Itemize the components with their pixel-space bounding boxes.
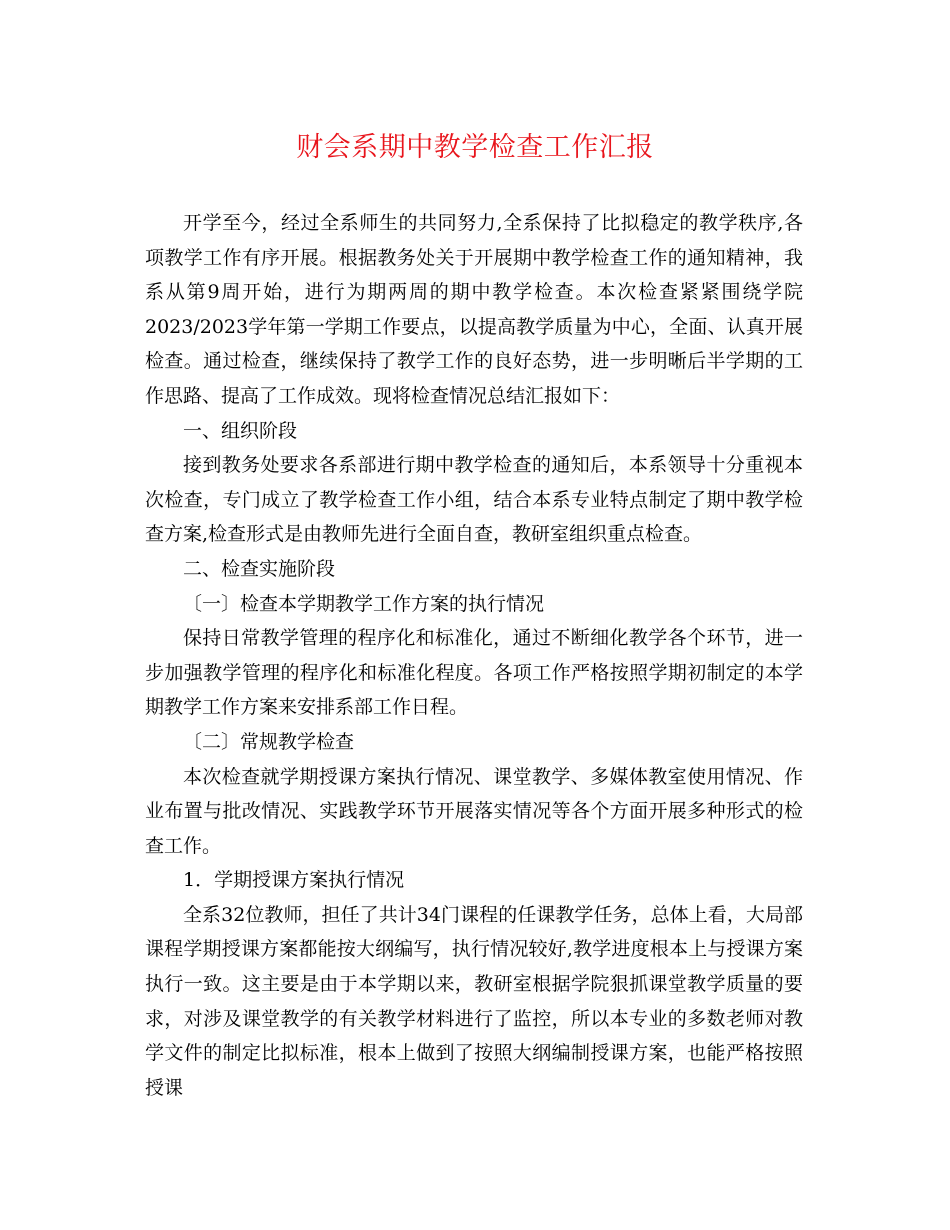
- item-heading-schedule: 1．学期授课方案执行情况: [183, 869, 405, 892]
- paragraph-schedule: 全系32位教师，担任了共计34门课程的任课教学任务，总体上看，大局部课程学期授课方案都能按大纲编写，执行情况较好,教学进度根本上与授课方案执行一致。这主要是由于本学期以来，教研室根据学院狠抓课堂教学质量的要求，对涉及课堂教学的有关教学材料进行了监控，所以本专业的多数老师对教学文件的制定比拟标准，根本上做到了按照大纲编制授课方案，也能严格按照授课: [145, 903, 803, 1099]
- subsection-heading-routine: 〔二〕常规教学检查: [183, 730, 355, 753]
- paragraph-plan: 保持日常教学管理的程序化和标准化，通过不断细化教学各个环节，进一步加强教学管理的程序化和标准化程度。各项工作严格按照学期初制定的本学期教学工作方案来安排系部工作日程。: [145, 627, 803, 719]
- paragraph-intro: 开学至今，经过全系师生的共同努力,全系保持了比拟稳定的教学秩序,各项教学工作有序开展。根据教务处关于开展期中教学检查工作的通知精神，我系从第9周开始，进行为期两周的期中教学检查。本次检查紧紧围绕学院2023/2023学年第一学期工作要点，以提高教学质量为中心，全面、认真开展检查。通过检查，继续保持了教学工作的良好态势，进一步明晰后半学期的工作思路、提高了工作成效。现将检查情况总结汇报如下：: [145, 212, 803, 407]
- section-heading-organization: 一、组织阶段: [183, 419, 298, 442]
- paragraph-routine: 本次检查就学期授课方案执行情况、课堂教学、多媒体教室使用情况、作业布置与批改情况、实践教学环节开展落实情况等各个方面开展多种形式的检查工作。: [145, 765, 803, 857]
- paragraph-organization: 接到教务处要求各系部进行期中教学检查的通知后，本系领导十分重视本次检查，专门成立了教学检查工作小组，结合本系专业特点制定了期中教学检查方案,检查形式是由教师先进行全面自查，教研室组织重点检查。: [145, 454, 803, 546]
- subsection-heading-plan: 〔一〕检查本学期教学工作方案的执行情况: [183, 592, 545, 615]
- section-heading-implementation: 二、检查实施阶段: [183, 557, 336, 580]
- document-body: [145, 206, 803, 1105]
- document-title: 财会系期中教学检查工作汇报: [296, 132, 654, 163]
